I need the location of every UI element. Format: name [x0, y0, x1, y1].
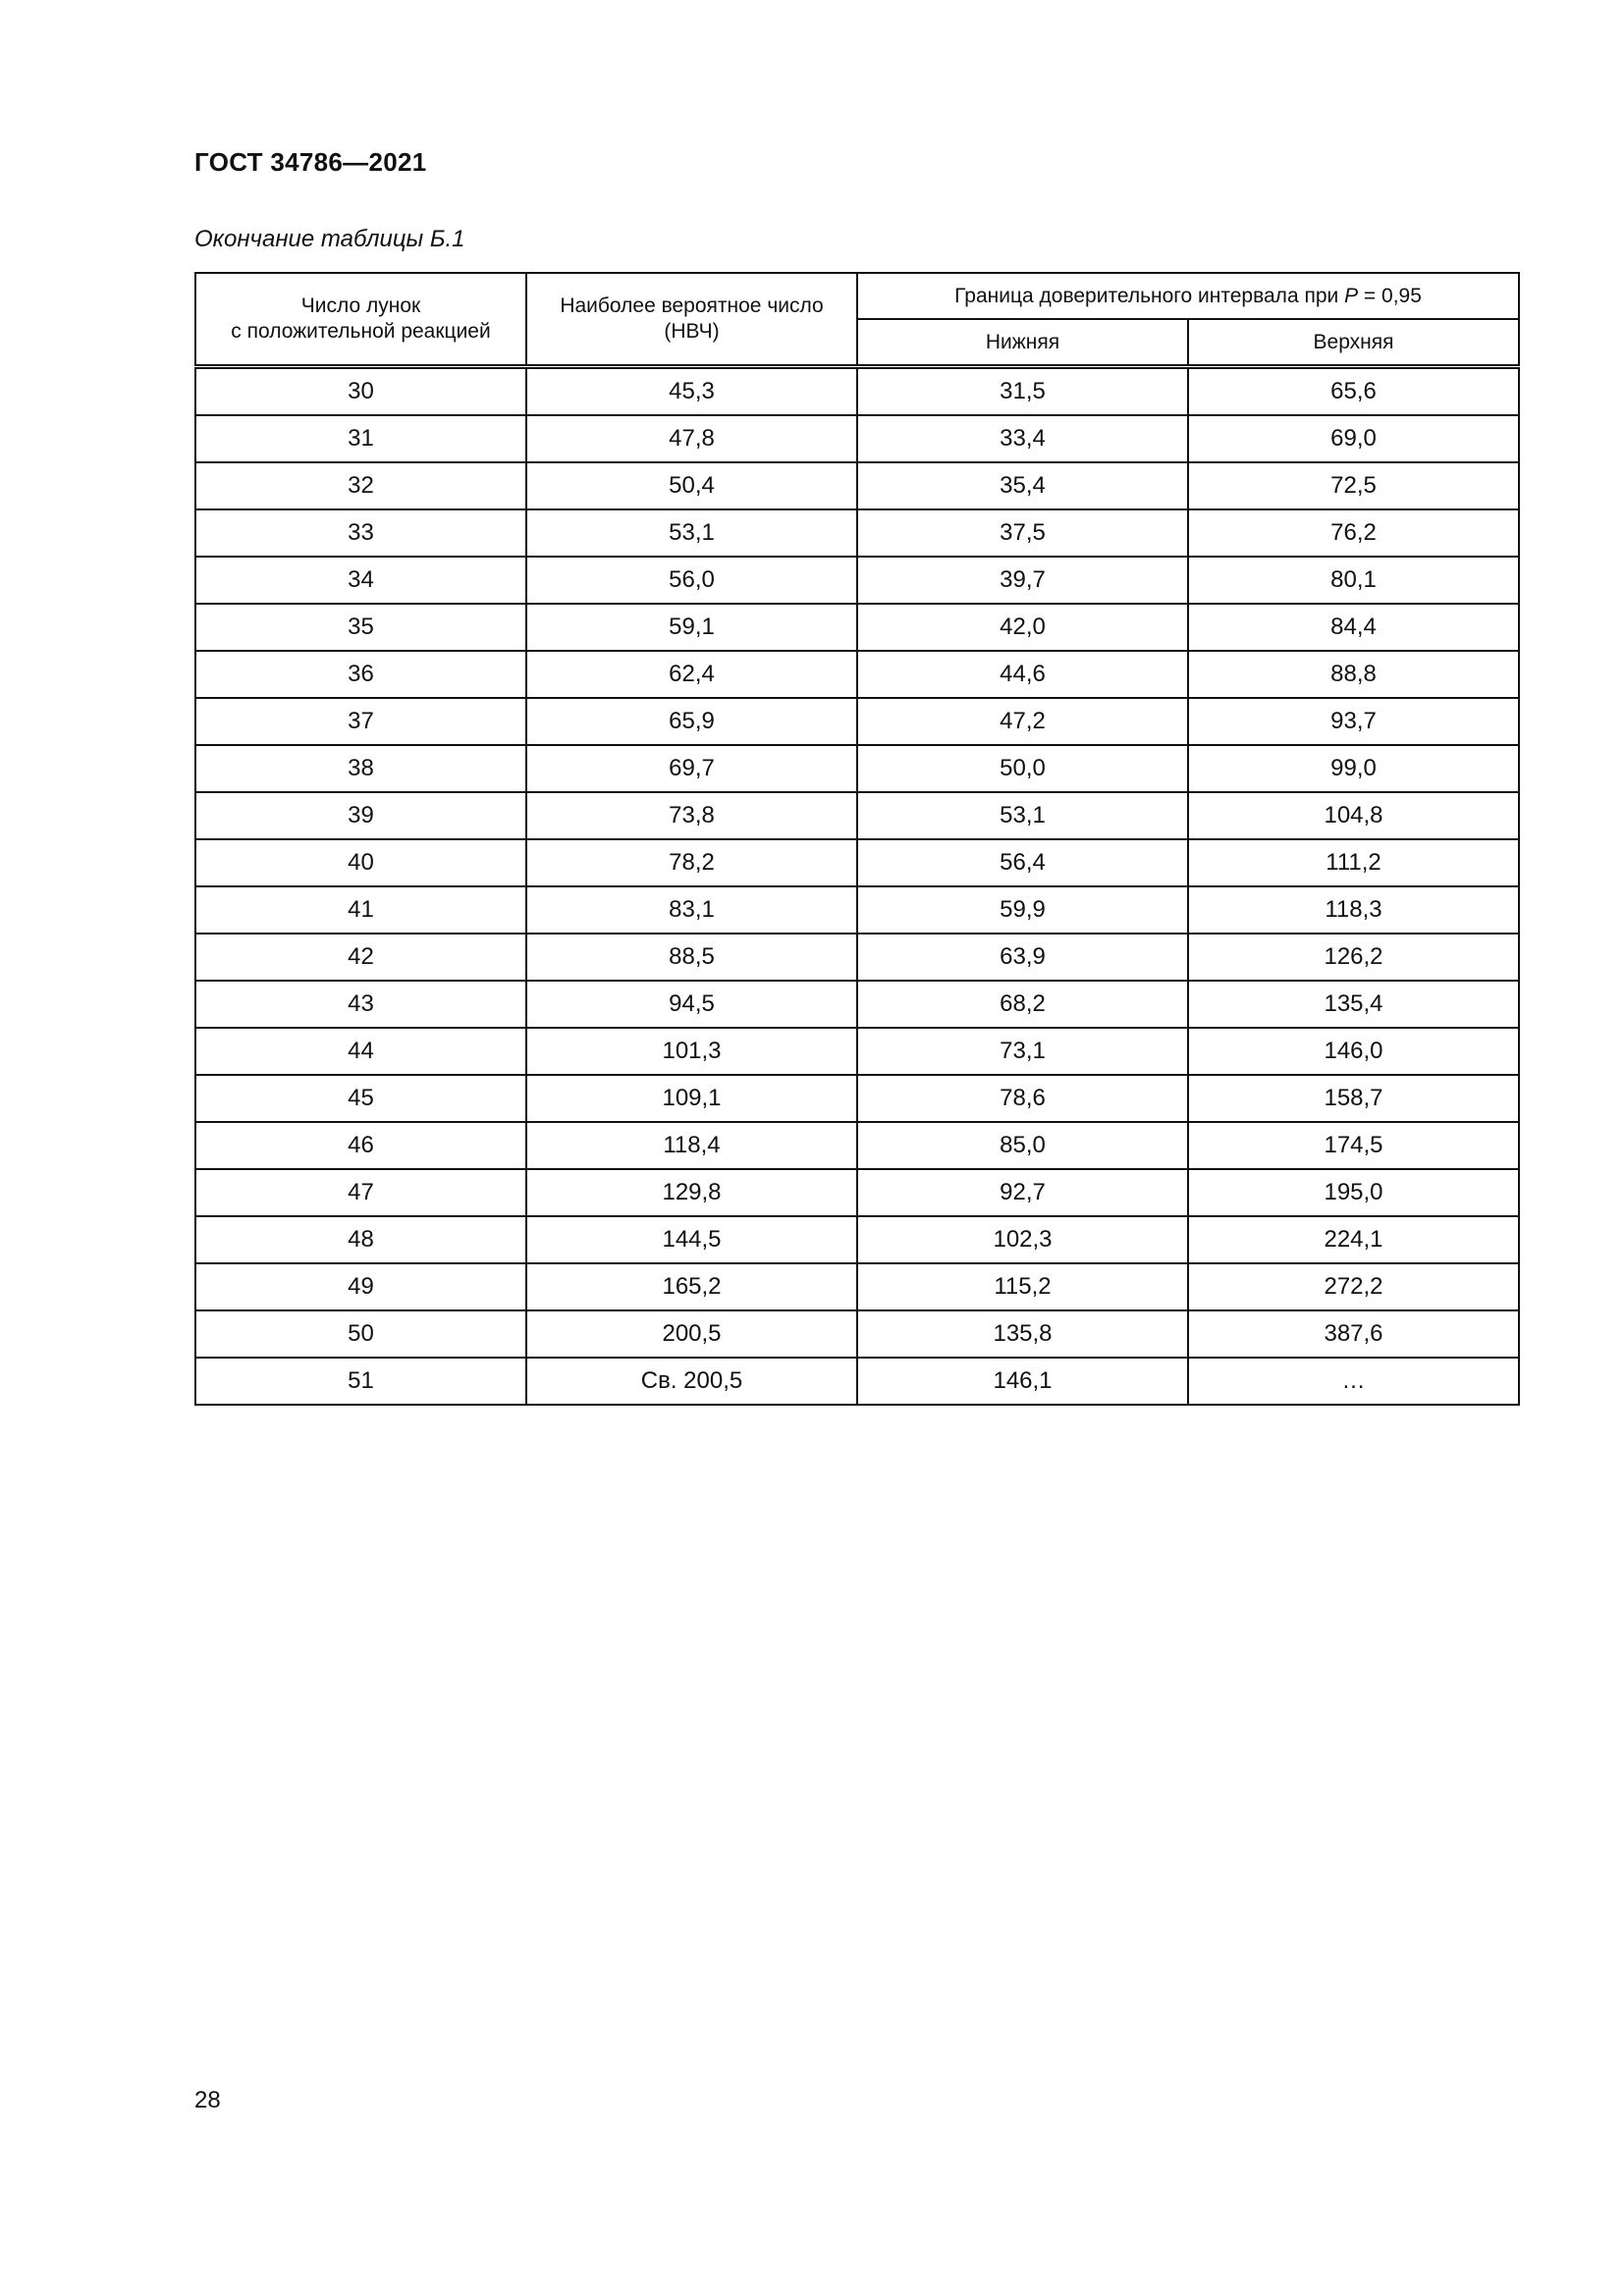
cell-lower: 47,2	[857, 698, 1188, 745]
cell-lower: 33,4	[857, 415, 1188, 462]
header-positive-wells-text: Число лунок с положительной реакцией	[231, 294, 491, 343]
cell-positive-wells: 44	[195, 1028, 526, 1075]
cell-upper: 111,2	[1188, 839, 1519, 886]
cell-upper: 84,4	[1188, 604, 1519, 651]
page-number: 28	[194, 2087, 221, 2113]
header-ci-variable: P	[1344, 284, 1359, 307]
cell-positive-wells: 31	[195, 415, 526, 462]
cell-mpn: 65,9	[526, 698, 857, 745]
cell-positive-wells: 33	[195, 509, 526, 557]
cell-upper: 135,4	[1188, 981, 1519, 1028]
header-upper: Верхняя	[1188, 319, 1519, 367]
header-confidence-interval	[857, 273, 1519, 319]
cell-lower: 42,0	[857, 604, 1188, 651]
cell-lower: 39,7	[857, 557, 1188, 604]
cell-lower: 50,0	[857, 745, 1188, 792]
cell-upper: 146,0	[1188, 1028, 1519, 1075]
cell-positive-wells: 41	[195, 886, 526, 934]
cell-upper: 224,1	[1188, 1216, 1519, 1263]
header-ci-prefix: Граница доверительного интервала при	[954, 284, 1345, 307]
cell-positive-wells: 43	[195, 981, 526, 1028]
cell-upper: 104,8	[1188, 792, 1519, 839]
cell-upper: 80,1	[1188, 557, 1519, 604]
cell-lower: 135,8	[857, 1310, 1188, 1358]
header-lower: Нижняя	[857, 319, 1188, 367]
table-row	[195, 886, 1519, 934]
table-row	[195, 1028, 1519, 1075]
table-row	[195, 839, 1519, 886]
table-row	[195, 415, 1519, 462]
cell-upper: 76,2	[1188, 509, 1519, 557]
cell-positive-wells: 45	[195, 1075, 526, 1122]
table-body	[195, 367, 1519, 1406]
cell-positive-wells: 48	[195, 1216, 526, 1263]
table-row	[195, 1216, 1519, 1263]
cell-positive-wells: 49	[195, 1263, 526, 1310]
cell-upper: 126,2	[1188, 934, 1519, 981]
cell-positive-wells: 46	[195, 1122, 526, 1169]
cell-upper: 174,5	[1188, 1122, 1519, 1169]
header-ci-suffix: = 0,95	[1358, 284, 1422, 307]
cell-lower: 59,9	[857, 886, 1188, 934]
table-row	[195, 745, 1519, 792]
cell-upper: 88,8	[1188, 651, 1519, 698]
table-row	[195, 698, 1519, 745]
cell-mpn: 200,5	[526, 1310, 857, 1358]
cell-mpn: 109,1	[526, 1075, 857, 1122]
cell-mpn: 47,8	[526, 415, 857, 462]
table-row	[195, 1075, 1519, 1122]
cell-mpn: 78,2	[526, 839, 857, 886]
cell-mpn: 88,5	[526, 934, 857, 981]
cell-lower: 31,5	[857, 367, 1188, 416]
cell-mpn: 83,1	[526, 886, 857, 934]
cell-positive-wells: 38	[195, 745, 526, 792]
cell-mpn: 94,5	[526, 981, 857, 1028]
cell-positive-wells: 36	[195, 651, 526, 698]
table-row	[195, 1263, 1519, 1310]
table-row	[195, 1310, 1519, 1358]
cell-upper: 387,6	[1188, 1310, 1519, 1358]
cell-mpn: 144,5	[526, 1216, 857, 1263]
cell-mpn: 129,8	[526, 1169, 857, 1216]
cell-positive-wells: 32	[195, 462, 526, 509]
cell-positive-wells: 34	[195, 557, 526, 604]
cell-upper: 99,0	[1188, 745, 1519, 792]
table-row	[195, 604, 1519, 651]
table-row	[195, 557, 1519, 604]
cell-positive-wells: 30	[195, 367, 526, 416]
cell-mpn: 62,4	[526, 651, 857, 698]
cell-mpn: Св. 200,5	[526, 1358, 857, 1405]
cell-upper: 72,5	[1188, 462, 1519, 509]
header-mpn-text: Наиболее вероятное число (НВЧ)	[560, 294, 824, 343]
document-code: ГОСТ 34786—2021	[194, 147, 427, 177]
header-mpn	[526, 273, 857, 367]
cell-positive-wells: 42	[195, 934, 526, 981]
cell-lower: 102,3	[857, 1216, 1188, 1263]
cell-positive-wells: 39	[195, 792, 526, 839]
cell-mpn: 101,3	[526, 1028, 857, 1075]
cell-upper: 118,3	[1188, 886, 1519, 934]
cell-upper: …	[1188, 1358, 1519, 1405]
table-row	[195, 792, 1519, 839]
cell-positive-wells: 40	[195, 839, 526, 886]
table-row	[195, 1169, 1519, 1216]
cell-lower: 56,4	[857, 839, 1188, 886]
cell-mpn: 165,2	[526, 1263, 857, 1310]
cell-lower: 78,6	[857, 1075, 1188, 1122]
header-positive-wells	[195, 273, 526, 367]
table-row	[195, 981, 1519, 1028]
cell-upper: 65,6	[1188, 367, 1519, 416]
cell-positive-wells: 47	[195, 1169, 526, 1216]
cell-mpn: 56,0	[526, 557, 857, 604]
cell-lower: 115,2	[857, 1263, 1188, 1310]
cell-upper: 272,2	[1188, 1263, 1519, 1310]
table-caption: Окончание таблицы Б.1	[194, 226, 465, 252]
cell-lower: 92,7	[857, 1169, 1188, 1216]
cell-upper: 195,0	[1188, 1169, 1519, 1216]
table-row	[195, 1122, 1519, 1169]
table-row	[195, 934, 1519, 981]
cell-lower: 63,9	[857, 934, 1188, 981]
cell-upper: 69,0	[1188, 415, 1519, 462]
cell-mpn: 73,8	[526, 792, 857, 839]
cell-mpn: 69,7	[526, 745, 857, 792]
cell-mpn: 118,4	[526, 1122, 857, 1169]
cell-lower: 44,6	[857, 651, 1188, 698]
mpn-table	[194, 272, 1520, 1406]
table-row	[195, 509, 1519, 557]
cell-positive-wells: 50	[195, 1310, 526, 1358]
table-row	[195, 367, 1519, 416]
cell-lower: 53,1	[857, 792, 1188, 839]
table-row	[195, 1358, 1519, 1405]
cell-mpn: 53,1	[526, 509, 857, 557]
cell-lower: 37,5	[857, 509, 1188, 557]
cell-lower: 35,4	[857, 462, 1188, 509]
cell-upper: 158,7	[1188, 1075, 1519, 1122]
cell-lower: 73,1	[857, 1028, 1188, 1075]
table-row	[195, 462, 1519, 509]
cell-mpn: 50,4	[526, 462, 857, 509]
cell-positive-wells: 51	[195, 1358, 526, 1405]
cell-mpn: 59,1	[526, 604, 857, 651]
table-row	[195, 651, 1519, 698]
cell-positive-wells: 37	[195, 698, 526, 745]
cell-positive-wells: 35	[195, 604, 526, 651]
cell-upper: 93,7	[1188, 698, 1519, 745]
cell-lower: 68,2	[857, 981, 1188, 1028]
cell-lower: 146,1	[857, 1358, 1188, 1405]
cell-lower: 85,0	[857, 1122, 1188, 1169]
cell-mpn: 45,3	[526, 367, 857, 416]
